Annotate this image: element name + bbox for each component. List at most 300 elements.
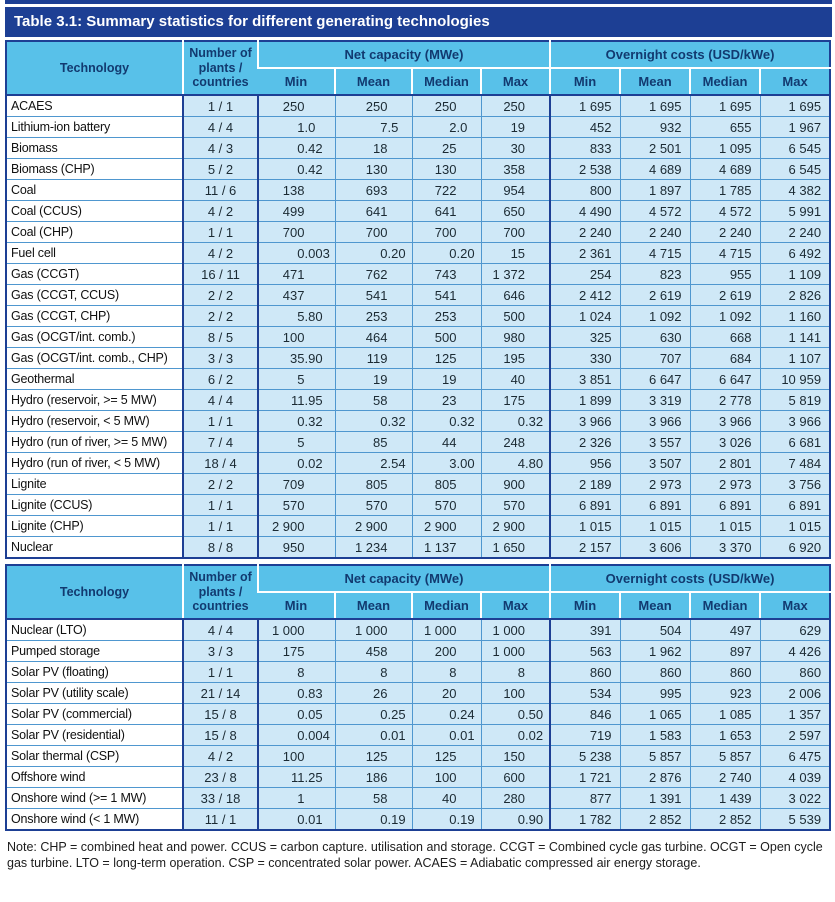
plants-countries-cell: 6 / 2 xyxy=(183,369,258,390)
overnight-cost-value-cell: 1 785 xyxy=(690,180,760,201)
net-capacity-value-cell: 18 xyxy=(335,138,412,159)
net-capacity-value-cell: 2 900 xyxy=(412,516,481,537)
overnight-cost-value-cell: 4 382 xyxy=(760,180,830,201)
overnight-cost-value-cell: 1 897 xyxy=(620,180,690,201)
net-capacity-value-cell: 0 .20 xyxy=(335,243,412,264)
col-header-capacity-max: Max xyxy=(481,68,550,95)
net-capacity-value-cell: 1 372 xyxy=(481,264,550,285)
net-capacity-value-cell: 2 .54 xyxy=(335,453,412,474)
plants-countries-cell: 1 / 1 xyxy=(183,222,258,243)
overnight-cost-value-cell: 6 647 xyxy=(620,369,690,390)
overnight-cost-value-cell: 6 475 xyxy=(760,746,830,767)
overnight-cost-value-cell: 10 959 xyxy=(760,369,830,390)
top-rule xyxy=(5,0,832,4)
overnight-cost-value-cell: 4 689 xyxy=(620,159,690,180)
overnight-cost-value-cell: 684 xyxy=(690,348,760,369)
overnight-cost-value-cell: 860 xyxy=(620,662,690,683)
overnight-cost-value-cell: 391 xyxy=(550,619,620,641)
net-capacity-value-cell: 1 137 xyxy=(412,537,481,559)
table-row xyxy=(6,453,830,474)
overnight-cost-value-cell: 2 326 xyxy=(550,432,620,453)
overnight-cost-value-cell: 497 xyxy=(690,619,760,641)
overnight-cost-value-cell: 2 826 xyxy=(760,285,830,306)
overnight-cost-value-cell: 655 xyxy=(690,117,760,138)
net-capacity-value-cell: 40 xyxy=(481,369,550,390)
overnight-cost-value-cell: 1 695 xyxy=(550,95,620,117)
table-row xyxy=(6,369,830,390)
net-capacity-value-cell: 980 xyxy=(481,327,550,348)
overnight-cost-value-cell: 563 xyxy=(550,641,620,662)
net-capacity-value-cell: 0 .42 xyxy=(258,138,335,159)
plants-countries-cell: 11 / 1 xyxy=(183,809,258,831)
table-row xyxy=(6,180,830,201)
col-header-capacity-mean: Mean xyxy=(335,68,412,95)
table-row xyxy=(6,327,830,348)
overnight-cost-value-cell: 2 240 xyxy=(550,222,620,243)
net-capacity-value-cell: 100 xyxy=(481,683,550,704)
table-title-bar xyxy=(5,7,832,37)
overnight-cost-value-cell: 5 991 xyxy=(760,201,830,222)
col-group-overnight-costs: Overnight costs (USD/kWe) xyxy=(550,565,830,592)
net-capacity-value-cell: 5 xyxy=(258,369,335,390)
technology-cell: Gas (OCGT/int. comb., CHP) xyxy=(6,348,183,369)
table-row xyxy=(6,767,830,788)
table-row xyxy=(6,411,830,432)
overnight-cost-value-cell: 2 538 xyxy=(550,159,620,180)
net-capacity-value-cell: 1 000 xyxy=(481,641,550,662)
col-header-technology: Technology xyxy=(6,41,183,95)
overnight-cost-value-cell: 823 xyxy=(620,264,690,285)
overnight-cost-value-cell: 4 426 xyxy=(760,641,830,662)
net-capacity-value-cell: 570 xyxy=(412,495,481,516)
net-capacity-value-cell: 130 xyxy=(412,159,481,180)
col-group-net-capacity: Net capacity (MWe) xyxy=(258,565,550,592)
net-capacity-value-cell: 175 xyxy=(258,641,335,662)
technology-cell: ACAES xyxy=(6,95,183,117)
col-header-cost-min: Min xyxy=(550,68,620,95)
net-capacity-value-cell: 100 xyxy=(258,327,335,348)
overnight-cost-value-cell: 3 319 xyxy=(620,390,690,411)
plants-countries-cell: 1 / 1 xyxy=(183,495,258,516)
table-title: Table 3.1: Summary statistics for different generating technologies xyxy=(14,13,490,30)
table-row xyxy=(6,222,830,243)
overnight-cost-value-cell: 5 819 xyxy=(760,390,830,411)
technology-cell: Lignite xyxy=(6,474,183,495)
net-capacity-value-cell: 0 .004 xyxy=(258,725,335,746)
overnight-cost-value-cell: 860 xyxy=(690,662,760,683)
net-capacity-value-cell: 0 .01 xyxy=(258,809,335,831)
net-capacity-value-cell: 541 xyxy=(412,285,481,306)
plants-countries-cell: 3 / 3 xyxy=(183,641,258,662)
technology-cell: Gas (CCGT) xyxy=(6,264,183,285)
net-capacity-value-cell: 25 xyxy=(412,138,481,159)
overnight-cost-value-cell: 897 xyxy=(690,641,760,662)
overnight-cost-value-cell: 1 583 xyxy=(620,725,690,746)
overnight-cost-value-cell: 860 xyxy=(550,662,620,683)
technology-cell: Nuclear xyxy=(6,537,183,559)
overnight-cost-value-cell: 2 597 xyxy=(760,725,830,746)
col-header-capacity-median: Median xyxy=(412,68,481,95)
net-capacity-value-cell: 646 xyxy=(481,285,550,306)
net-capacity-value-cell: 0 .01 xyxy=(335,725,412,746)
overnight-cost-value-cell: 2 619 xyxy=(620,285,690,306)
plants-countries-cell: 1 / 1 xyxy=(183,662,258,683)
overnight-cost-value-cell: 4 715 xyxy=(690,243,760,264)
overnight-cost-value-cell: 1 439 xyxy=(690,788,760,809)
net-capacity-value-cell: 23 xyxy=(412,390,481,411)
table-row xyxy=(6,746,830,767)
technology-cell: Lithium-ion battery xyxy=(6,117,183,138)
overnight-cost-value-cell: 3 370 xyxy=(690,537,760,559)
overnight-cost-value-cell: 4 572 xyxy=(620,201,690,222)
summary-table-lower xyxy=(5,564,831,831)
net-capacity-value-cell: 500 xyxy=(481,306,550,327)
net-capacity-value-cell: 1 000 xyxy=(335,619,412,641)
overnight-cost-value-cell: 923 xyxy=(690,683,760,704)
plants-countries-cell: 16 / 11 xyxy=(183,264,258,285)
table-row xyxy=(6,306,830,327)
net-capacity-value-cell: 0 .25 xyxy=(335,704,412,725)
overnight-cost-value-cell: 1 357 xyxy=(760,704,830,725)
net-capacity-value-cell: 693 xyxy=(335,180,412,201)
technology-cell: Gas (CCGT, CHP) xyxy=(6,306,183,327)
col-header-capacity-min: Min xyxy=(258,68,335,95)
overnight-cost-value-cell: 6 891 xyxy=(620,495,690,516)
net-capacity-value-cell: 85 xyxy=(335,432,412,453)
table-row xyxy=(6,641,830,662)
overnight-cost-value-cell: 3 557 xyxy=(620,432,690,453)
net-capacity-value-cell: 119 xyxy=(335,348,412,369)
net-capacity-value-cell: 8 xyxy=(335,662,412,683)
plants-countries-cell: 2 / 2 xyxy=(183,474,258,495)
overnight-cost-value-cell: 1 695 xyxy=(690,95,760,117)
overnight-cost-value-cell: 254 xyxy=(550,264,620,285)
net-capacity-value-cell: 762 xyxy=(335,264,412,285)
overnight-cost-value-cell: 1 092 xyxy=(620,306,690,327)
overnight-cost-value-cell: 1 015 xyxy=(760,516,830,537)
net-capacity-value-cell: 248 xyxy=(481,432,550,453)
table-row xyxy=(6,662,830,683)
net-capacity-value-cell: 58 xyxy=(335,788,412,809)
net-capacity-value-cell: 641 xyxy=(412,201,481,222)
net-capacity-value-cell: 0 .24 xyxy=(412,704,481,725)
net-capacity-value-cell: 8 xyxy=(481,662,550,683)
net-capacity-value-cell: 175 xyxy=(481,390,550,411)
net-capacity-value-cell: 0 .32 xyxy=(335,411,412,432)
technology-cell: Geothermal xyxy=(6,369,183,390)
net-capacity-value-cell: 500 xyxy=(412,327,481,348)
overnight-cost-value-cell: 3 966 xyxy=(690,411,760,432)
technology-cell: Pumped storage xyxy=(6,641,183,662)
net-capacity-value-cell: 1 000 xyxy=(258,619,335,641)
overnight-cost-value-cell: 2 501 xyxy=(620,138,690,159)
plants-countries-cell: 4 / 2 xyxy=(183,746,258,767)
net-capacity-value-cell: 100 xyxy=(258,746,335,767)
net-capacity-value-cell: 250 xyxy=(412,95,481,117)
overnight-cost-value-cell: 325 xyxy=(550,327,620,348)
net-capacity-value-cell: 1 000 xyxy=(412,619,481,641)
plants-countries-cell: 1 / 1 xyxy=(183,516,258,537)
technology-cell: Nuclear (LTO) xyxy=(6,619,183,641)
table-row xyxy=(6,348,830,369)
overnight-cost-value-cell: 3 966 xyxy=(760,411,830,432)
net-capacity-value-cell: 130 xyxy=(335,159,412,180)
net-capacity-value-cell: 0 .19 xyxy=(335,809,412,831)
net-capacity-value-cell: 570 xyxy=(481,495,550,516)
table-header xyxy=(6,565,830,619)
net-capacity-value-cell: 0 .003 xyxy=(258,243,335,264)
overnight-cost-value-cell: 7 484 xyxy=(760,453,830,474)
table-row xyxy=(6,117,830,138)
net-capacity-value-cell: 253 xyxy=(335,306,412,327)
net-capacity-value-cell: 1 000 xyxy=(481,619,550,641)
overnight-cost-value-cell: 2 240 xyxy=(620,222,690,243)
technology-cell: Solar thermal (CSP) xyxy=(6,746,183,767)
overnight-cost-value-cell: 534 xyxy=(550,683,620,704)
table-note: Note: CHP = combined heat and power. CCUS = carbon capture. utilisation and storage. CCGT = Combined cycle gas turbine. OCGT = Open cycle gas turbine. LTO = long-term operation. CSP = concentrated solar power. ACAES = Adiabatic compressed air energy storage. xyxy=(7,840,823,871)
plants-countries-cell: 33 / 18 xyxy=(183,788,258,809)
overnight-cost-value-cell: 1 721 xyxy=(550,767,620,788)
col-header-plants-countries: Number of plants / countries xyxy=(183,41,258,95)
net-capacity-value-cell: 186 xyxy=(335,767,412,788)
overnight-cost-value-cell: 2 778 xyxy=(690,390,760,411)
overnight-cost-value-cell: 630 xyxy=(620,327,690,348)
overnight-cost-value-cell: 4 039 xyxy=(760,767,830,788)
plants-countries-cell: 4 / 4 xyxy=(183,117,258,138)
table-row xyxy=(6,809,830,831)
col-group-net-capacity: Net capacity (MWe) xyxy=(258,41,550,68)
net-capacity-value-cell: 0 .50 xyxy=(481,704,550,725)
net-capacity-value-cell: 2 .0 xyxy=(412,117,481,138)
overnight-cost-value-cell: 2 852 xyxy=(690,809,760,831)
overnight-cost-value-cell: 956 xyxy=(550,453,620,474)
technology-cell: Coal xyxy=(6,180,183,201)
net-capacity-value-cell: 650 xyxy=(481,201,550,222)
net-capacity-value-cell: 30 xyxy=(481,138,550,159)
overnight-cost-value-cell: 6 492 xyxy=(760,243,830,264)
overnight-cost-value-cell: 955 xyxy=(690,264,760,285)
overnight-cost-value-cell: 6 681 xyxy=(760,432,830,453)
overnight-cost-value-cell: 2 006 xyxy=(760,683,830,704)
overnight-cost-value-cell: 2 876 xyxy=(620,767,690,788)
technology-cell: Biomass (CHP) xyxy=(6,159,183,180)
technology-cell: Fuel cell xyxy=(6,243,183,264)
overnight-cost-value-cell: 2 240 xyxy=(690,222,760,243)
overnight-cost-value-cell: 800 xyxy=(550,180,620,201)
table-row xyxy=(6,537,830,559)
overnight-cost-value-cell: 1 695 xyxy=(760,95,830,117)
plants-countries-cell: 7 / 4 xyxy=(183,432,258,453)
net-capacity-value-cell: 7 .5 xyxy=(335,117,412,138)
net-capacity-value-cell: 0 .02 xyxy=(481,725,550,746)
technology-cell: Biomass xyxy=(6,138,183,159)
overnight-cost-value-cell: 995 xyxy=(620,683,690,704)
net-capacity-value-cell: 195 xyxy=(481,348,550,369)
overnight-cost-value-cell: 1 095 xyxy=(690,138,760,159)
plants-countries-cell: 4 / 2 xyxy=(183,201,258,222)
technology-cell: Coal (CHP) xyxy=(6,222,183,243)
net-capacity-value-cell: 40 xyxy=(412,788,481,809)
net-capacity-value-cell: 570 xyxy=(335,495,412,516)
technology-cell: Solar PV (commercial) xyxy=(6,704,183,725)
col-header-capacity-max: Max xyxy=(481,592,550,619)
technology-cell: Onshore wind (< 1 MW) xyxy=(6,809,183,831)
net-capacity-value-cell: 5 xyxy=(258,432,335,453)
net-capacity-value-cell: 700 xyxy=(412,222,481,243)
overnight-cost-value-cell: 2 740 xyxy=(690,767,760,788)
overnight-cost-value-cell: 6 891 xyxy=(550,495,620,516)
net-capacity-value-cell: 1 xyxy=(258,788,335,809)
net-capacity-value-cell: 58 xyxy=(335,390,412,411)
net-capacity-value-cell: 499 xyxy=(258,201,335,222)
net-capacity-value-cell: 2 900 xyxy=(481,516,550,537)
net-capacity-value-cell: 954 xyxy=(481,180,550,201)
col-header-plants-countries: Number of plants / countries xyxy=(183,565,258,619)
plants-countries-cell: 11 / 6 xyxy=(183,180,258,201)
plants-countries-cell: 4 / 3 xyxy=(183,138,258,159)
col-header-cost-median: Median xyxy=(690,68,760,95)
net-capacity-value-cell: 19 xyxy=(335,369,412,390)
overnight-cost-value-cell: 4 572 xyxy=(690,201,760,222)
overnight-cost-value-cell: 1 962 xyxy=(620,641,690,662)
overnight-cost-value-cell: 4 490 xyxy=(550,201,620,222)
net-capacity-value-cell: 5 .80 xyxy=(258,306,335,327)
col-header-capacity-min: Min xyxy=(258,592,335,619)
table-row xyxy=(6,495,830,516)
net-capacity-value-cell: 0 .90 xyxy=(481,809,550,831)
overnight-cost-value-cell: 932 xyxy=(620,117,690,138)
net-capacity-value-cell: 2 900 xyxy=(335,516,412,537)
overnight-cost-value-cell: 1 391 xyxy=(620,788,690,809)
overnight-cost-value-cell: 4 689 xyxy=(690,159,760,180)
overnight-cost-value-cell: 2 852 xyxy=(620,809,690,831)
net-capacity-value-cell: 600 xyxy=(481,767,550,788)
table-row xyxy=(6,516,830,537)
table-row xyxy=(6,390,830,411)
plants-countries-cell: 1 / 1 xyxy=(183,411,258,432)
overnight-cost-value-cell: 2 619 xyxy=(690,285,760,306)
overnight-cost-value-cell: 1 107 xyxy=(760,348,830,369)
overnight-cost-value-cell: 860 xyxy=(760,662,830,683)
technology-cell: Solar PV (utility scale) xyxy=(6,683,183,704)
table-row xyxy=(6,683,830,704)
net-capacity-value-cell: 1 .0 xyxy=(258,117,335,138)
table-header xyxy=(6,41,830,95)
overnight-cost-value-cell: 452 xyxy=(550,117,620,138)
overnight-cost-value-cell: 1 695 xyxy=(620,95,690,117)
overnight-cost-value-cell: 2 973 xyxy=(690,474,760,495)
overnight-cost-value-cell: 2 801 xyxy=(690,453,760,474)
net-capacity-value-cell: 100 xyxy=(412,767,481,788)
overnight-cost-value-cell: 3 851 xyxy=(550,369,620,390)
overnight-cost-value-cell: 2 240 xyxy=(760,222,830,243)
col-header-cost-max: Max xyxy=(760,592,830,619)
net-capacity-value-cell: 0 .32 xyxy=(481,411,550,432)
overnight-cost-value-cell: 1 899 xyxy=(550,390,620,411)
net-capacity-value-cell: 26 xyxy=(335,683,412,704)
net-capacity-value-cell: 250 xyxy=(481,95,550,117)
overnight-cost-value-cell: 330 xyxy=(550,348,620,369)
overnight-cost-value-cell: 5 857 xyxy=(690,746,760,767)
net-capacity-value-cell: 11 .95 xyxy=(258,390,335,411)
table-row xyxy=(6,138,830,159)
overnight-cost-value-cell: 5 539 xyxy=(760,809,830,831)
plants-countries-cell: 15 / 8 xyxy=(183,725,258,746)
overnight-cost-value-cell: 6 920 xyxy=(760,537,830,559)
technology-cell: Lignite (CHP) xyxy=(6,516,183,537)
col-header-cost-min: Min xyxy=(550,592,620,619)
technology-cell: Onshore wind (>= 1 MW) xyxy=(6,788,183,809)
net-capacity-value-cell: 458 xyxy=(335,641,412,662)
col-header-cost-max: Max xyxy=(760,68,830,95)
overnight-cost-value-cell: 5 238 xyxy=(550,746,620,767)
net-capacity-value-cell: 358 xyxy=(481,159,550,180)
overnight-cost-value-cell: 833 xyxy=(550,138,620,159)
net-capacity-value-cell: 15 xyxy=(481,243,550,264)
net-capacity-value-cell: 280 xyxy=(481,788,550,809)
overnight-cost-value-cell: 2 157 xyxy=(550,537,620,559)
net-capacity-value-cell: 950 xyxy=(258,537,335,559)
overnight-cost-value-cell: 1 653 xyxy=(690,725,760,746)
net-capacity-value-cell: 11 .25 xyxy=(258,767,335,788)
overnight-cost-value-cell: 1 141 xyxy=(760,327,830,348)
table-row xyxy=(6,788,830,809)
net-capacity-value-cell: 3 .00 xyxy=(412,453,481,474)
net-capacity-value-cell: 138 xyxy=(258,180,335,201)
overnight-cost-value-cell: 4 715 xyxy=(620,243,690,264)
col-header-capacity-mean: Mean xyxy=(335,592,412,619)
overnight-cost-value-cell: 1 109 xyxy=(760,264,830,285)
overnight-cost-value-cell: 1 015 xyxy=(690,516,760,537)
net-capacity-value-cell: 709 xyxy=(258,474,335,495)
overnight-cost-value-cell: 3 966 xyxy=(620,411,690,432)
technology-cell: Coal (CCUS) xyxy=(6,201,183,222)
table-row xyxy=(6,474,830,495)
col-header-capacity-median: Median xyxy=(412,592,481,619)
net-capacity-value-cell: 150 xyxy=(481,746,550,767)
overnight-cost-value-cell: 2 189 xyxy=(550,474,620,495)
overnight-cost-value-cell: 6 647 xyxy=(690,369,760,390)
overnight-cost-value-cell: 504 xyxy=(620,619,690,641)
net-capacity-value-cell: 125 xyxy=(412,746,481,767)
overnight-cost-value-cell: 1 065 xyxy=(620,704,690,725)
overnight-cost-value-cell: 2 361 xyxy=(550,243,620,264)
technology-cell: Hydro (run of river, < 5 MW) xyxy=(6,453,183,474)
plants-countries-cell: 3 / 3 xyxy=(183,348,258,369)
net-capacity-value-cell: 0 .20 xyxy=(412,243,481,264)
technology-cell: Hydro (reservoir, >= 5 MW) xyxy=(6,390,183,411)
net-capacity-value-cell: 250 xyxy=(258,95,335,117)
overnight-cost-value-cell: 5 857 xyxy=(620,746,690,767)
net-capacity-value-cell: 464 xyxy=(335,327,412,348)
net-capacity-value-cell: 250 xyxy=(335,95,412,117)
net-capacity-value-cell: 700 xyxy=(258,222,335,243)
net-capacity-value-cell: 1 650 xyxy=(481,537,550,559)
overnight-cost-value-cell: 877 xyxy=(550,788,620,809)
overnight-cost-value-cell: 1 085 xyxy=(690,704,760,725)
net-capacity-value-cell: 805 xyxy=(335,474,412,495)
technology-cell: Gas (CCGT, CCUS) xyxy=(6,285,183,306)
overnight-cost-value-cell: 6 891 xyxy=(690,495,760,516)
overnight-cost-value-cell: 1 092 xyxy=(690,306,760,327)
net-capacity-value-cell: 437 xyxy=(258,285,335,306)
net-capacity-value-cell: 0 .42 xyxy=(258,159,335,180)
table-row xyxy=(6,432,830,453)
overnight-cost-value-cell: 707 xyxy=(620,348,690,369)
net-capacity-value-cell: 0 .19 xyxy=(412,809,481,831)
overnight-cost-value-cell: 3 966 xyxy=(550,411,620,432)
net-capacity-value-cell: 20 xyxy=(412,683,481,704)
